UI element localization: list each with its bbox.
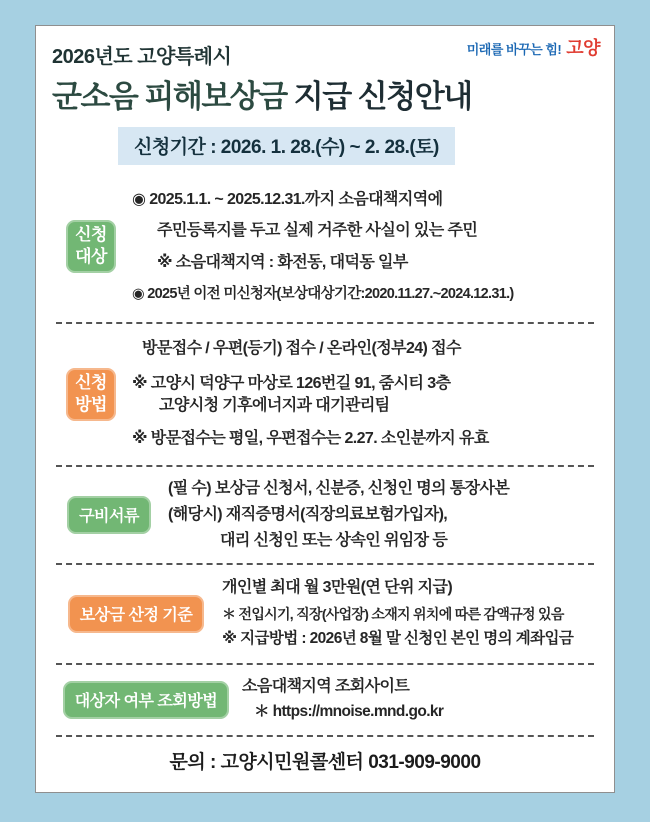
section-application-target	[50, 179, 600, 315]
section-application-method	[50, 331, 600, 458]
poster-header	[50, 32, 600, 69]
page-title-rest: 지급 신청안내	[286, 79, 472, 114]
page-title-highlight: 군소음 피해보상금	[52, 79, 287, 114]
section-divider	[56, 563, 594, 565]
section-eligibility-check	[50, 672, 600, 728]
section-divider	[56, 663, 594, 665]
criteria-line-2: ＊ 전입시기, 직장(사업장) 소재지 위치에 따른 감액규정 있음	[222, 606, 564, 623]
documents-line-3: 대리 신청인 또는 상속인 위임장 등	[220, 531, 448, 549]
contact-info: 문의 : 고양시민원콜센터 031-909-9000	[169, 751, 481, 773]
eligibility-line-1: 소음대책지역 조회사이트	[242, 677, 410, 695]
badge-compensation-criteria: 보상금 산정 기준	[68, 595, 205, 633]
criteria-line-3: ※ 지급방법 : 2026년 8월 말 신청인 본인 명의 계좌입금	[222, 630, 574, 648]
notice-poster	[35, 25, 615, 793]
badge-required-documents: 구비서류	[67, 496, 151, 534]
documents-line-1: (필 수) 보상금 신청서, 신분증, 신청인 명의 통장사본	[168, 480, 510, 498]
documents-line-2: (해당시) 재직증명서(직장의료보험가입자),	[168, 505, 448, 523]
year-title: 2026년도 고양특례시	[52, 46, 232, 68]
target-line-1: ◉ 2025.1.1. ~ 2025.12.31.까지 소음대책지역에	[132, 190, 443, 208]
eligibility-site-url: ＊ https://mnoise.mnd.go.kr	[254, 703, 444, 721]
badge-eligibility-check: 대상자 여부 조회방법	[63, 681, 230, 719]
section-divider	[56, 735, 594, 737]
section-required-documents	[50, 474, 600, 556]
city-slogan-logo	[467, 34, 600, 60]
method-line-2: ※ 고양시 덕양구 마상로 126번길 91, 줌시티 3층	[132, 374, 451, 392]
section-divider	[56, 322, 594, 324]
badge-application-target: 신청 대상	[66, 220, 116, 273]
method-line-1: 방문접수 / 우편(등기) 접수 / 온라인(정부24) 접수	[142, 339, 461, 357]
application-period-box: 신청기간 : 2026. 1. 28.(수) ~ 2. 28.(토)	[118, 127, 455, 165]
section-divider	[56, 465, 594, 467]
target-line-2: 주민등록지를 두고 실제 거주한 사실이 있는 주민	[157, 222, 478, 240]
page-title	[52, 79, 600, 115]
badge-application-method: 신청 방법	[66, 368, 116, 421]
section-compensation-criteria	[50, 572, 600, 655]
method-line-4: ※ 방문접수는 평일, 우편접수는 2.27. 소인분까지 유효	[132, 430, 489, 448]
method-line-3: 고양시청 기후에너지과 대기관리팀	[159, 397, 390, 415]
target-line-3: ※ 소음대책지역 : 화전동, 대덕동 일부	[157, 254, 408, 272]
slogan-tagline: 미래를 바꾸는 힘!	[466, 42, 562, 57]
criteria-line-1: 개인별 최대 월 3만원(연 단위 지급)	[222, 579, 453, 597]
target-line-4: ◉ 2025년 이전 미신청자(보상대상기간:2020.11.27.~2024.12.31.)	[132, 286, 514, 303]
slogan-brand: 고양	[566, 38, 600, 58]
